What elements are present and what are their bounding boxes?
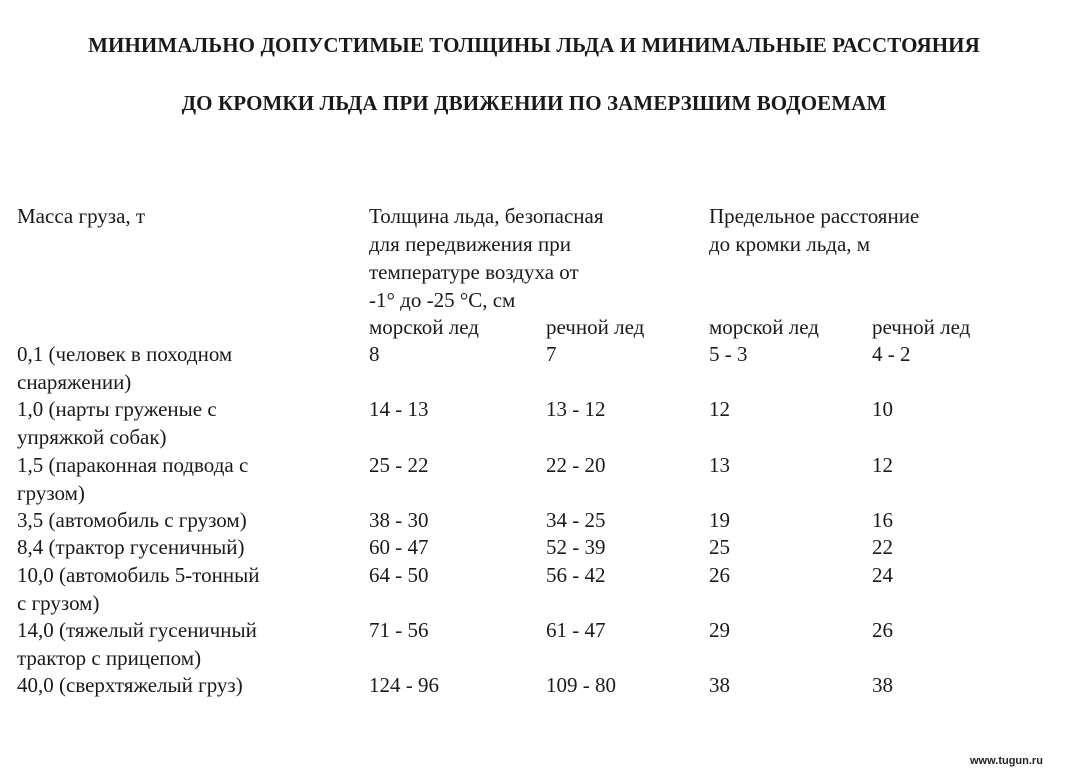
table-cell-dist-sea: 13 (709, 453, 730, 477)
subheader-distance-sea-ice: морской лед (709, 315, 819, 339)
table-cell-dist-river: 22 (872, 535, 893, 559)
table-cell-dist-river: 10 (872, 397, 893, 421)
header-distance-line-2: до кромки льда, м (709, 232, 871, 256)
title-line-1: МИНИМАЛЬНО ДОПУСТИМЫЕ ТОЛЩИНЫ ЛЬДА И МИНИМАЛЬНЫЕ РАССТОЯНИЯ (88, 33, 980, 57)
table-cell-dist-sea: 25 (709, 535, 730, 559)
table-row-mass-cont: грузом) (17, 481, 85, 505)
table-cell-dist-sea: 29 (709, 618, 730, 642)
header-mass: Масса груза, т (17, 204, 146, 228)
title-line-2: ДО КРОМКИ ЛЬДА ПРИ ДВИЖЕНИИ ПО ЗАМЕРЗШИМ ВОДОЕМАМ (181, 91, 887, 115)
header-distance-line-1: Предельное расстояние (709, 204, 920, 228)
table-row-mass-cont: снаряжении) (17, 370, 132, 394)
table-row-mass: 1,0 (нарты груженые с (17, 397, 217, 421)
table-cell-thick-sea: 14 - 13 (369, 397, 429, 421)
watermark: www.tugun.ru (970, 755, 1043, 767)
table-cell-thick-river: 22 - 20 (546, 453, 606, 477)
table-row-mass: 0,1 (человек в походном (17, 342, 233, 366)
table-row-mass-cont: упряжкой собак) (17, 425, 167, 449)
table-cell-thick-sea: 64 - 50 (369, 563, 429, 587)
table-row-mass: 1,5 (параконная подвода с (17, 453, 249, 477)
table-cell-dist-river: 24 (872, 563, 893, 587)
table-cell-thick-sea: 71 - 56 (369, 618, 429, 642)
table-cell-thick-river: 61 - 47 (546, 618, 606, 642)
table-row-mass: 8,4 (трактор гусеничный) (17, 535, 245, 559)
header-thickness-line-4: -1° до -25 °С, см (369, 288, 516, 312)
table-cell-dist-sea: 26 (709, 563, 730, 587)
table-cell-thick-river: 7 (546, 342, 557, 366)
header-thickness-line-1: Толщина льда, безопасная (369, 204, 604, 228)
header-thickness-line-3: температуре воздуха от (369, 260, 579, 284)
table-cell-thick-river: 34 - 25 (546, 508, 606, 532)
table-cell-thick-river: 52 - 39 (546, 535, 606, 559)
table-cell-dist-river: 26 (872, 618, 893, 642)
table-cell-thick-sea: 38 - 30 (369, 508, 429, 532)
table-cell-dist-sea: 5 - 3 (709, 342, 748, 366)
table-cell-dist-river: 4 - 2 (872, 342, 911, 366)
header-thickness-line-2: для передвижения при (369, 232, 571, 256)
table-cell-dist-river: 38 (872, 673, 893, 697)
table-row-mass-cont: трактор с прицепом) (17, 646, 202, 670)
table-cell-thick-sea: 8 (369, 342, 380, 366)
table-row-mass: 40,0 (сверхтяжелый груз) (17, 673, 243, 697)
table-cell-thick-sea: 60 - 47 (369, 535, 429, 559)
table-cell-dist-sea: 38 (709, 673, 730, 697)
table-cell-dist-sea: 12 (709, 397, 730, 421)
table-cell-thick-river: 109 - 80 (546, 673, 616, 697)
table-row-mass-cont: с грузом) (17, 591, 100, 615)
table-cell-thick-river: 56 - 42 (546, 563, 606, 587)
subheader-thickness-river-ice: речной лед (546, 315, 645, 339)
table-row-mass: 10,0 (автомобиль 5-тонный (17, 563, 260, 587)
subheader-distance-river-ice: речной лед (872, 315, 971, 339)
table-cell-dist-sea: 19 (709, 508, 730, 532)
table-cell-dist-river: 16 (872, 508, 893, 532)
table-row-mass: 14,0 (тяжелый гусеничный (17, 618, 257, 642)
table-cell-thick-sea: 124 - 96 (369, 673, 439, 697)
table-cell-thick-river: 13 - 12 (546, 397, 606, 421)
table-cell-dist-river: 12 (872, 453, 893, 477)
table-cell-thick-sea: 25 - 22 (369, 453, 429, 477)
table-row-mass: 3,5 (автомобиль с грузом) (17, 508, 247, 532)
subheader-thickness-sea-ice: морской лед (369, 315, 479, 339)
